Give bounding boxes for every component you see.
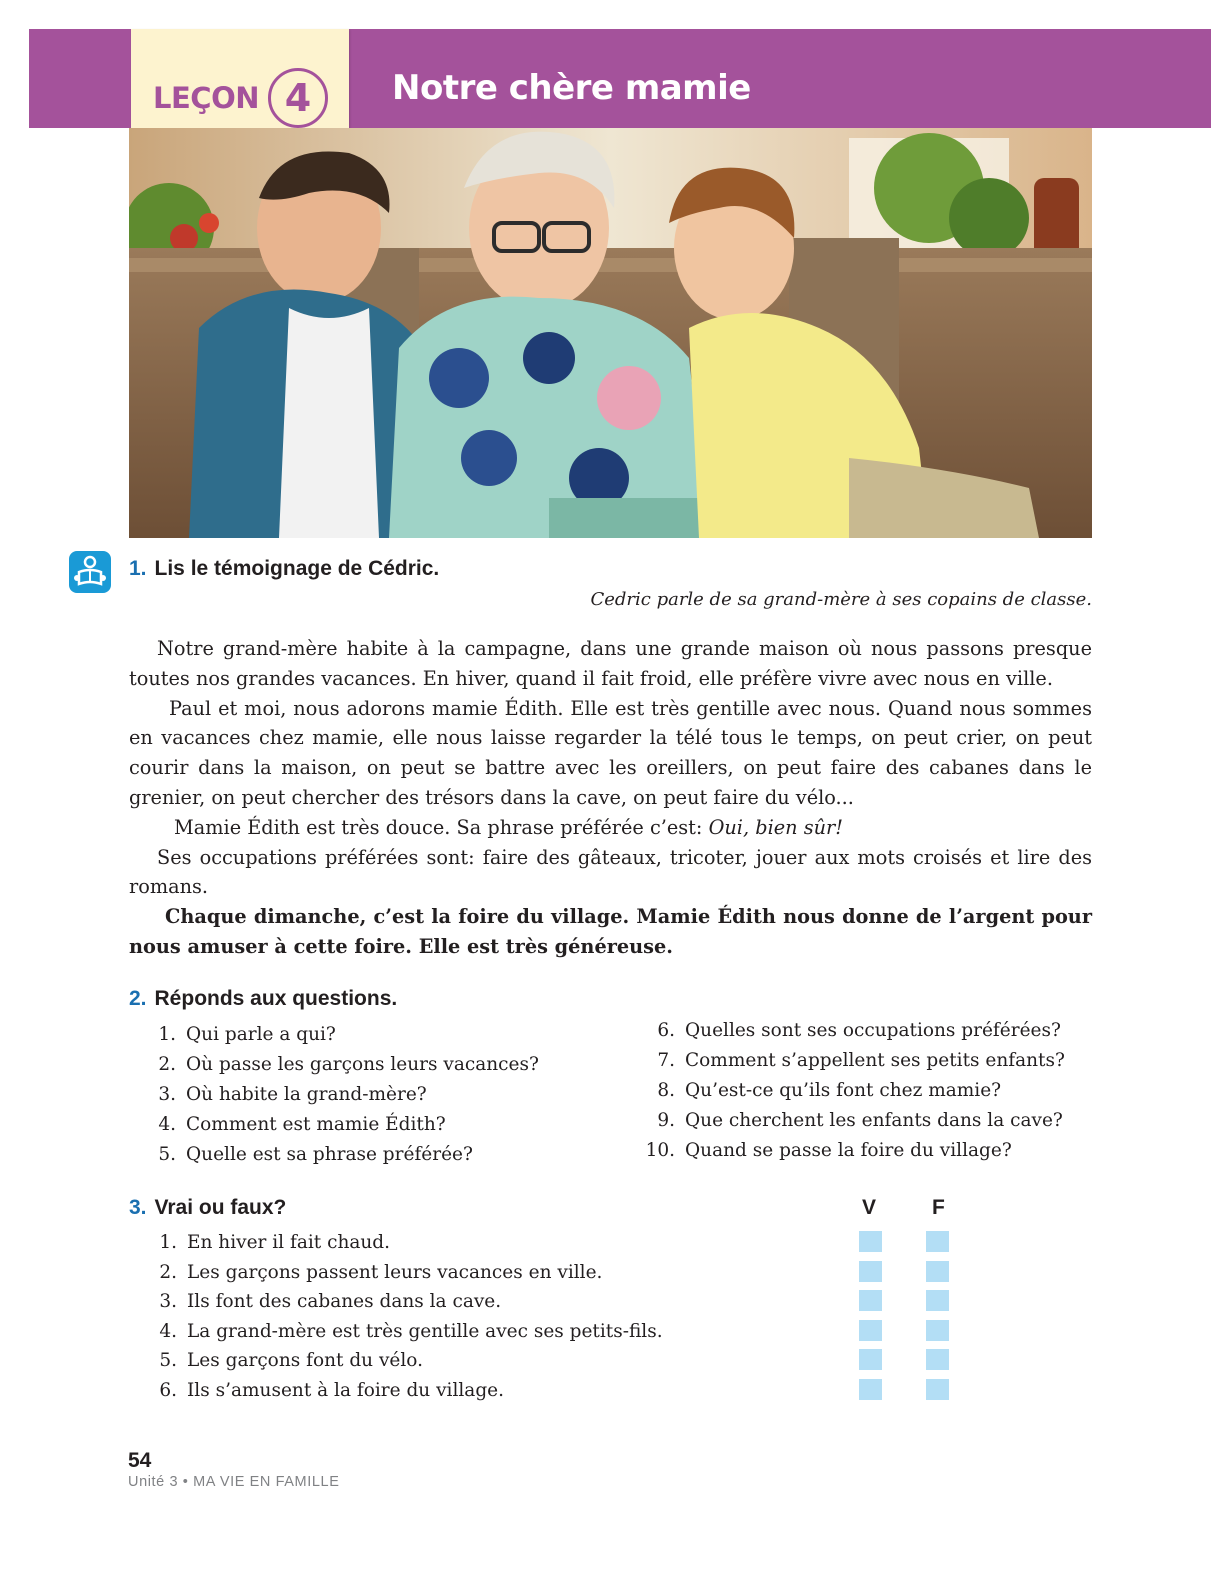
questions-column-right	[636, 1016, 1065, 1166]
section-1-intro: Cedric parle de sa grand-mère à ses copains de classe.	[590, 589, 1092, 610]
section-1-number: 1.	[129, 557, 147, 580]
false-checkbox-1[interactable]	[926, 1231, 949, 1252]
statement-item: 4. La grand-mère est très gentille avec ses petits-fils.	[159, 1320, 663, 1342]
false-checkbox-5[interactable]	[926, 1349, 949, 1370]
question-item: 3. Où habite la grand-mère?	[158, 1084, 427, 1105]
statement-item: 6. Ils s’amusent à la foire du village.	[159, 1379, 504, 1401]
false-checkbox-4[interactable]	[926, 1320, 949, 1341]
section-3-heading	[129, 1196, 286, 1220]
passage-paragraph-4: Ses occupations préférées sont: faire des gâteaux, tricoter, jouer aux mots croisés et lire des romans.	[129, 845, 1092, 899]
unit-footer: Unité 3 • MA VIE EN FAMILLE	[128, 1474, 340, 1490]
passage-bold-paragraph: Chaque dimanche, c’est la foire du village. Mamie Édith nous donne de l’argent pour nous amuser à cette foire. Elle est très généreuse.	[129, 905, 1092, 958]
column-header-true: V	[862, 1196, 877, 1219]
passage-paragraph-1: Notre grand-mère habite à la campagne, dans une grande maison où nous passons presque toutes nos grandes vacances. En hiver, quand il fait froid, elle préfère vivre avec nous en ville.	[129, 637, 1092, 690]
question-item: 5. Quelle est sa phrase préférée?	[158, 1144, 473, 1165]
section-3-number: 3.	[129, 1196, 147, 1219]
favorite-phrase-lead: Mamie Édith est très douce. Sa phrase préférée c’est:	[174, 815, 703, 839]
passage-paragraph-2: Paul et moi, nous adorons mamie Édith. Elle est très gentille avec nous. Quand nous sommes en vacances chez mamie, elle nous laisse regarder la télé tous le temps, on peut crier, on peut courir dans la maison, on peut se battre avec les oreillers, on peut faire des cabanes dans le grenier, on peut chercher des trésors dans la cave, on peut faire du vélo...	[129, 696, 1092, 809]
section-2-title: Réponds aux questions.	[154, 987, 398, 1010]
section-1-heading	[129, 557, 439, 581]
statement-item: 2. Les garçons passent leurs vacances en ville.	[159, 1261, 603, 1283]
page-number: 54	[128, 1449, 152, 1472]
section-2-number: 2.	[129, 987, 147, 1010]
statement-item: 3. Ils font des cabanes dans la cave.	[159, 1291, 502, 1313]
lesson-number-badge: 4	[268, 68, 328, 128]
false-checkbox-3[interactable]	[926, 1290, 949, 1311]
favorite-phrase: Oui, bien sûr!	[708, 815, 843, 839]
true-checkbox-5[interactable]	[859, 1349, 882, 1370]
true-checkbox-1[interactable]	[859, 1231, 882, 1252]
reading-icon	[69, 551, 111, 593]
lesson-photo	[129, 128, 1092, 538]
reading-passage	[129, 634, 1092, 962]
question-item: 4. Comment est mamie Édith?	[158, 1114, 446, 1135]
column-header-false: F	[932, 1196, 945, 1219]
question-item: 1. Qui parle a qui?	[158, 1024, 336, 1045]
question-item: 10. Quand se passe la foire du village?	[645, 1140, 1012, 1161]
question-item: 7. Comment s’appellent ses petits enfants?	[657, 1050, 1065, 1071]
section-2-heading	[129, 987, 397, 1011]
photo-grandmother-with-grandsons-icon	[129, 128, 1092, 538]
page-title: Notre chère mamie	[392, 68, 751, 108]
question-item: 8. Qu’est-ce qu’ils font chez mamie?	[657, 1080, 1002, 1101]
passage-paragraph-5	[129, 902, 1092, 962]
section-3-title: Vrai ou faux?	[154, 1196, 287, 1219]
true-checkbox-4[interactable]	[859, 1320, 882, 1341]
true-checkbox-3[interactable]	[859, 1290, 882, 1311]
false-checkbox-6[interactable]	[926, 1379, 949, 1400]
true-checkbox-2[interactable]	[859, 1261, 882, 1282]
question-item: 6. Quelles sont ses occupations préférées?	[657, 1020, 1061, 1041]
true-checkbox-6[interactable]	[859, 1379, 882, 1400]
lesson-word: LEÇON	[153, 81, 259, 115]
question-item: 2. Où passe les garçons leurs vacances?	[158, 1054, 539, 1075]
true-false-statements	[129, 1228, 663, 1406]
passage-paragraph-3	[129, 813, 1092, 843]
question-item: 9. Que cherchent les enfants dans la cave?	[657, 1110, 1063, 1131]
section-1-title: Lis le témoignage de Cédric.	[154, 557, 440, 580]
false-checkbox-2[interactable]	[926, 1261, 949, 1282]
questions-column-left	[142, 1020, 539, 1170]
statement-item: 5. Les garçons font du vélo.	[159, 1350, 423, 1372]
statement-item: 1. En hiver il fait chaud.	[159, 1232, 391, 1253]
